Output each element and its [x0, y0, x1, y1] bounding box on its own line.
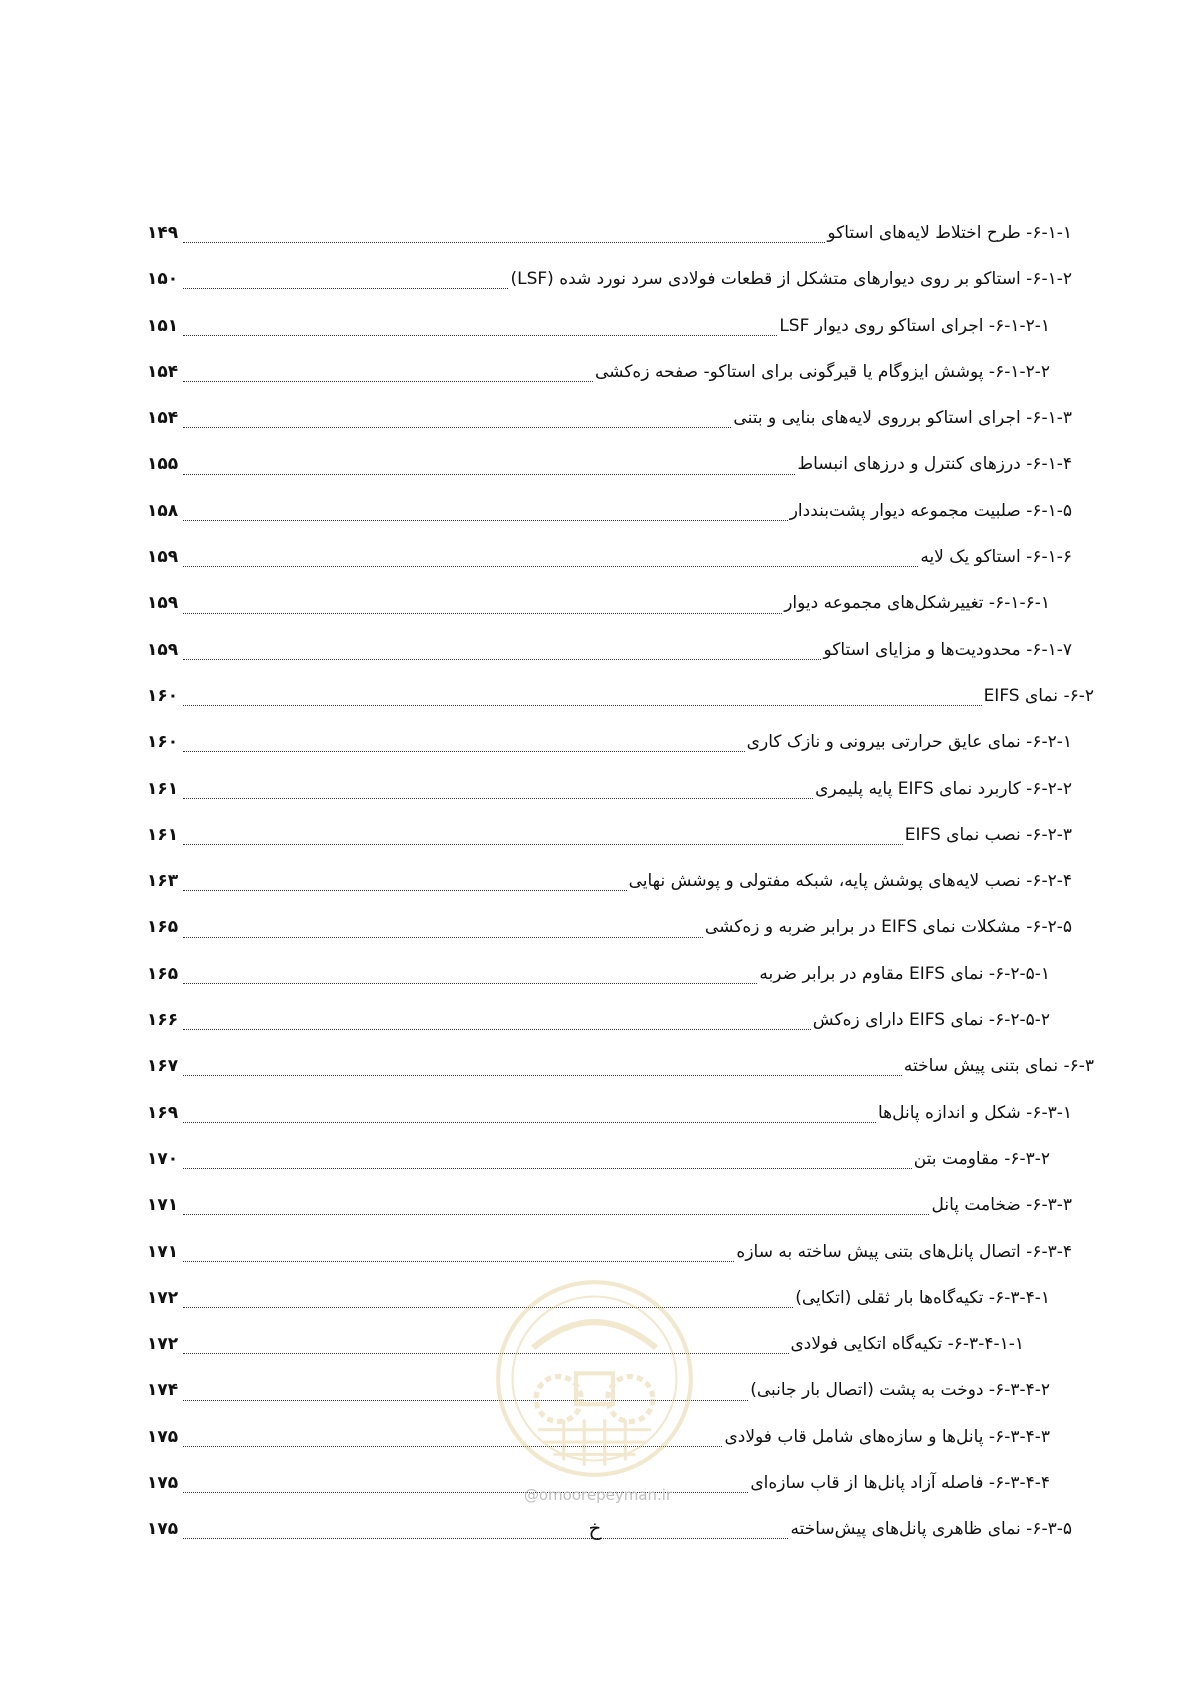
- toc-entry-title: ۶-۳-۴-۴- فاصله آزاد پانل‌ها از قاب سازه‌ای: [750, 1473, 1050, 1494]
- toc-entry[interactable]: [0, 1090, 1190, 1136]
- dot-leader: [183, 704, 982, 706]
- toc-entry-line: [147, 1090, 1072, 1136]
- toc-entry[interactable]: [0, 719, 1190, 765]
- toc-entry-page-number: ۱۵۱: [147, 315, 179, 336]
- toc-entry-title: ۶-۳-۴-۱-۱- تکیه‌گاه اتکایی فولادی: [790, 1334, 1024, 1355]
- dot-leader: [183, 1074, 902, 1076]
- toc-entry-title: ۶-۱-۲- استاکو بر روی دیوارهای متشکل از قطعات فولادی سرد نورد شده (LSF): [510, 269, 1072, 290]
- toc-entry[interactable]: [0, 1136, 1190, 1182]
- toc-entry[interactable]: [0, 1367, 1190, 1413]
- toc-entry-title: ۶-۳-۴- اتصال پانل‌های بتنی پیش ساخته به سازه: [736, 1241, 1072, 1262]
- toc-entry-page-number: ۱۶۵: [147, 963, 179, 984]
- toc-entry[interactable]: [0, 1229, 1190, 1275]
- dot-leader: [183, 1445, 722, 1447]
- dot-leader: [183, 1213, 929, 1215]
- dot-leader: [183, 889, 627, 891]
- toc-entry[interactable]: [0, 580, 1190, 626]
- toc-entry-page-number: ۱۷۱: [147, 1195, 179, 1216]
- dot-leader: [183, 750, 745, 752]
- toc-entry-line: [147, 580, 1050, 626]
- toc-entry-line: [147, 1043, 1094, 1089]
- toc-entry-title: ۶-۳-۲- مقاومت بتن: [913, 1148, 1050, 1169]
- toc-entry-page-number: ۱۵۴: [147, 408, 179, 429]
- toc-entry-line: [147, 534, 1072, 580]
- toc-entry-line: [147, 951, 1050, 997]
- dot-leader: [183, 426, 731, 428]
- table-of-contents: [0, 210, 1190, 1553]
- toc-entry-line: [147, 1182, 1072, 1228]
- toc-entry[interactable]: [0, 488, 1190, 534]
- toc-entry-page-number: ۱۴۹: [147, 223, 179, 243]
- toc-entry-page-number: ۱۷۵: [147, 1426, 179, 1447]
- toc-entry-title: ۶-۲-۵-۲- نمای EIFS دارای زه‌کش: [812, 1010, 1050, 1031]
- dot-leader: [183, 1121, 876, 1123]
- toc-entry-line: [147, 719, 1072, 765]
- toc-entry-title: ۶-۲-۲- کاربرد نمای EIFS پایه پلیمری: [815, 778, 1072, 799]
- toc-entry-line: [147, 1136, 1050, 1182]
- toc-entry[interactable]: [0, 1414, 1190, 1460]
- toc-entry-page-number: ۱۷۲: [147, 1287, 179, 1308]
- toc-entry-title: ۶-۱-۶-۱- تغییرشکل‌های مجموعه دیوار: [784, 593, 1050, 614]
- toc-entry-title: ۶-۱-۳- اجرای استاکو برروی لایه‌های بنایی و بتنی: [733, 408, 1072, 429]
- toc-entry-line: [147, 488, 1072, 534]
- dot-leader: [183, 1352, 789, 1354]
- dot-leader: [183, 982, 757, 984]
- toc-entry-title: ۶-۳- نمای بتنی پیش ساخته: [903, 1056, 1094, 1077]
- toc-entry-page-number: ۱۷۱: [147, 1241, 179, 1262]
- toc-entry-title: ۶-۲-۱- نمای عایق حرارتی بیرونی و نازک کاری: [746, 732, 1072, 753]
- dot-leader: [183, 380, 593, 382]
- toc-entry[interactable]: [0, 812, 1190, 858]
- dot-leader: [183, 936, 703, 938]
- toc-entry[interactable]: [0, 1321, 1190, 1367]
- dot-leader: [183, 1306, 793, 1308]
- toc-entry-line: [147, 812, 1072, 858]
- toc-entry-page-number: ۱۶۰: [147, 732, 179, 753]
- toc-entry-page-number: ۱۷۵: [147, 1473, 179, 1494]
- toc-entry-title: ۶-۳-۵- نمای ظاهری پانل‌های پیش‌ساخته: [790, 1519, 1072, 1540]
- toc-entry-page-number: ۱۵۸: [147, 500, 179, 521]
- toc-entry[interactable]: [0, 303, 1190, 349]
- dot-leader: [183, 473, 795, 475]
- dot-leader: [183, 334, 777, 336]
- toc-entry-page-number: ۱۶۹: [147, 1102, 179, 1123]
- toc-entry-page-number: ۱۶۰: [147, 685, 179, 706]
- toc-entry-title: ۶-۱-۲-۱- اجرای استاکو روی دیوار LSF: [779, 315, 1050, 336]
- watermark-url: @omoorepeyman.ir: [523, 1486, 673, 1504]
- toc-entry-title: ۶-۱-۲-۲- پوشش ایزوگام یا قیرگونی برای استاکو- صفحه زه‌کشی: [595, 361, 1050, 382]
- toc-entry-line: [147, 210, 1072, 256]
- toc-entry-line: [147, 1367, 1050, 1413]
- dot-leader: [183, 843, 903, 845]
- toc-entry-line: [147, 395, 1072, 441]
- toc-entry-page-number: ۱۶۱: [147, 778, 179, 799]
- toc-entry[interactable]: [0, 1182, 1190, 1228]
- toc-entry-title: ۶-۳-۴-۲- دوخت به پشت (اتصال بار جانبی): [750, 1380, 1050, 1401]
- toc-entry-page-number: ۱۷۰: [147, 1148, 179, 1169]
- toc-entry[interactable]: [0, 210, 1190, 256]
- toc-entry-line: [147, 673, 1094, 719]
- dot-leader: [183, 519, 788, 521]
- dot-leader: [183, 565, 918, 567]
- toc-entry[interactable]: [0, 534, 1190, 580]
- toc-entry[interactable]: [0, 997, 1190, 1043]
- toc-entry[interactable]: [0, 951, 1190, 997]
- dot-leader: [183, 658, 821, 660]
- toc-entry-page-number: ۱۵۹: [147, 593, 179, 614]
- toc-entry[interactable]: [0, 349, 1190, 395]
- toc-entry-title: ۶-۲- نمای EIFS: [983, 685, 1094, 706]
- toc-entry-line: [147, 1229, 1072, 1275]
- toc-entry-page-number: ۱۶۵: [147, 917, 179, 938]
- toc-entry-line: [147, 904, 1072, 950]
- toc-entry-title: ۶-۲-۳- نصب نمای EIFS: [904, 824, 1072, 845]
- toc-entry-page-number: ۱۶۷: [147, 1056, 179, 1077]
- toc-entry-line: [147, 349, 1050, 395]
- toc-entry-line: [147, 627, 1072, 673]
- toc-entry-title: ۶-۱-۱- طرح اختلاط لایه‌های استاکو: [827, 223, 1072, 243]
- dot-leader: [183, 287, 508, 289]
- toc-entry[interactable]: [0, 766, 1190, 812]
- toc-entry[interactable]: [0, 441, 1190, 487]
- toc-entry-title: ۶-۳-۴-۱- تکیه‌گاه‌ها بار ثقلی (اتکایی): [795, 1287, 1050, 1308]
- toc-entry[interactable]: [0, 904, 1190, 950]
- toc-entry-page-number: ۱۷۵: [147, 1519, 179, 1540]
- page-number-letter: خ: [588, 1516, 602, 1540]
- dot-leader: [183, 1028, 811, 1030]
- toc-entry[interactable]: [0, 1043, 1190, 1089]
- toc-entry-page-number: ۱۶۱: [147, 824, 179, 845]
- toc-entry-page-number: ۱۶۳: [147, 871, 179, 892]
- toc-entry-title: ۶-۱-۴- درزهای کنترل و درزهای انبساط: [797, 454, 1072, 475]
- dot-leader: [183, 1260, 734, 1262]
- toc-entry[interactable]: [0, 858, 1190, 904]
- toc-entry-title: ۶-۱-۵- صلبیت مجموعه دیوار پشت‌بنددار: [789, 500, 1072, 521]
- toc-entry-line: [147, 858, 1072, 904]
- toc-entry-page-number: ۱۵۴: [147, 361, 179, 382]
- toc-entry[interactable]: [0, 256, 1190, 302]
- toc-entry-page-number: ۱۵۹: [147, 547, 179, 568]
- toc-entry-title: ۶-۱-۷- محدودیت‌ها و مزایای استاکو: [823, 639, 1072, 660]
- toc-entry[interactable]: [0, 395, 1190, 441]
- toc-entry[interactable]: [0, 627, 1190, 673]
- dot-leader: [183, 1399, 748, 1401]
- dot-leader: [183, 612, 782, 614]
- toc-entry-line: [147, 997, 1050, 1043]
- dot-leader: [183, 241, 825, 243]
- toc-entry-title: ۶-۳-۴-۳- پانل‌ها و سازه‌های شامل قاب فولادی: [724, 1426, 1050, 1447]
- toc-entry-title: ۶-۳-۱- شکل و اندازه پانل‌ها: [877, 1102, 1072, 1123]
- toc-entry-line: [147, 1275, 1050, 1321]
- toc-entry[interactable]: [0, 673, 1190, 719]
- toc-entry-title: ۶-۲-۵-۱- نمای EIFS مقاوم در برابر ضربه: [759, 963, 1050, 984]
- toc-entry-page-number: ۱۷۲: [147, 1334, 179, 1355]
- toc-entry-page-number: ۱۷۴: [147, 1380, 179, 1401]
- dot-leader: [183, 797, 813, 799]
- toc-entry-line: [147, 441, 1072, 487]
- toc-entry-line: [147, 303, 1050, 349]
- dot-leader: [183, 1167, 912, 1169]
- toc-entry-title: ۶-۳-۳- ضخامت پانل: [931, 1195, 1072, 1216]
- toc-entry-title: ۶-۲-۴- نصب لایه‌های پوشش پایه، شبکه مفتولی و پوشش نهایی: [628, 871, 1072, 892]
- toc-entry-page-number: ۱۵۵: [147, 454, 179, 475]
- toc-entry-title: ۶-۱-۶- استاکو یک لایه: [920, 547, 1072, 568]
- toc-entry-line: [147, 766, 1072, 812]
- toc-entry[interactable]: [0, 1275, 1190, 1321]
- toc-entry-page-number: ۱۵۹: [147, 639, 179, 660]
- toc-entry-line: [147, 1321, 1024, 1367]
- toc-entry-line: [147, 256, 1072, 302]
- toc-entry-page-number: ۱۵۰: [147, 269, 179, 290]
- toc-entry-page-number: ۱۶۶: [147, 1010, 179, 1031]
- toc-entry-line: [147, 1414, 1050, 1460]
- toc-entry-title: ۶-۲-۵- مشکلات نمای EIFS در برابر ضربه و زه‌کشی: [704, 917, 1072, 938]
